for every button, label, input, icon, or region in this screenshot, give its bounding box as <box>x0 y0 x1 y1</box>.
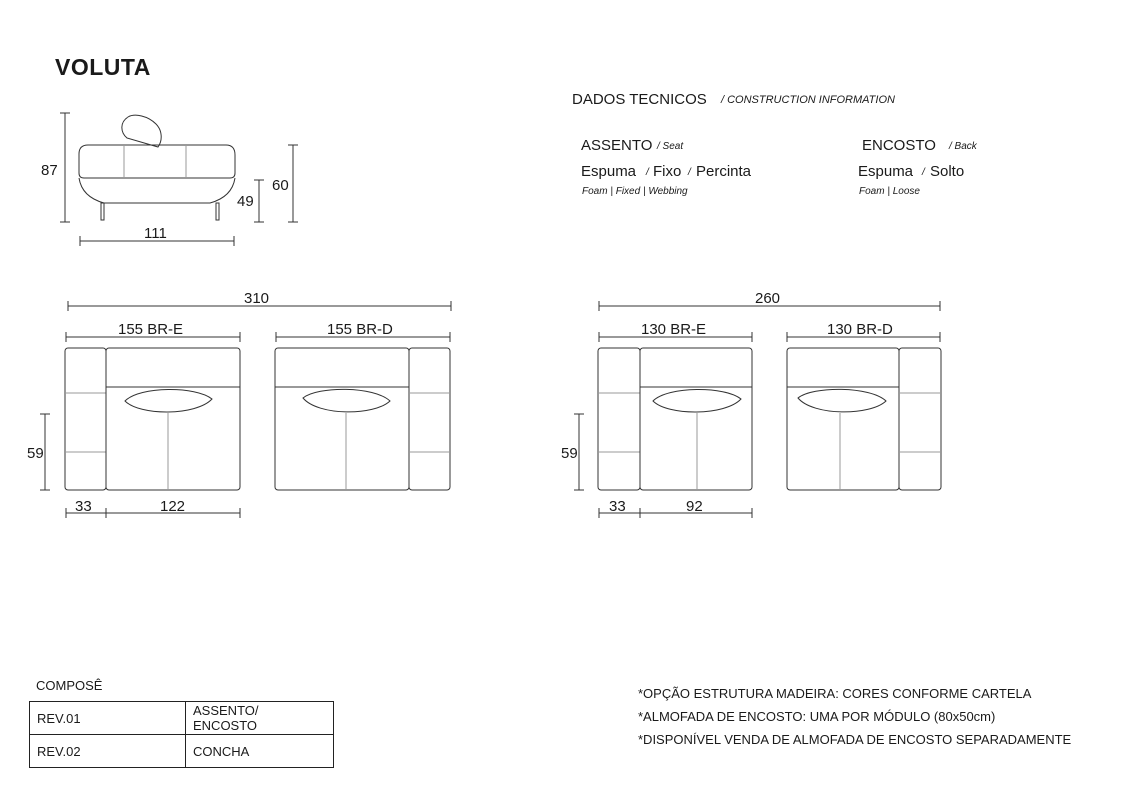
seat-heading: ASSENTO <box>581 137 653 154</box>
seat-base-shape <box>79 178 235 203</box>
module-label-left: 155 BR-E <box>118 321 184 338</box>
tech-heading-en: / CONSTRUCTION INFORMATION <box>721 94 895 106</box>
dim-label-depth: 111 <box>144 225 167 242</box>
back-material-foam: Espuma <box>858 163 914 180</box>
product-title: VOLUTA <box>55 54 151 80</box>
dim-label-depth: 59 <box>27 445 44 462</box>
dim-label-seat: 92 <box>686 498 703 515</box>
table-row <box>30 702 334 735</box>
back-pillow-shape <box>303 389 390 412</box>
seat-material-webbing: Percinta <box>696 163 752 180</box>
tech-heading: DADOS TECNICOS <box>572 91 707 108</box>
seat-material-en-foam: Foam <box>582 186 608 197</box>
dim-label-arm: 33 <box>609 498 626 515</box>
seat-material-en: Foam | Fixed | Webbing <box>582 186 688 197</box>
rev-code: REV.02 <box>30 735 186 768</box>
dim-label-seat: 49 <box>237 193 254 210</box>
separator: / <box>922 167 925 178</box>
back-pillow-shape <box>653 389 741 412</box>
back-heading-en: / Back <box>949 141 977 152</box>
compose-heading: COMPOSÊ <box>36 678 103 693</box>
module-label-right: 155 BR-D <box>327 321 393 338</box>
dim-label-height: 87 <box>41 162 58 179</box>
note-cushion: *ALMOFADA DE ENCOSTO: UMA POR MÓDULO (80x50cm) <box>638 709 996 724</box>
rev-code: REV.01 <box>30 702 186 735</box>
seat-heading-en: / Seat <box>657 141 684 152</box>
seat-material-fixed: Fixo <box>653 163 682 180</box>
back-pillow-shape <box>798 389 886 412</box>
leg-shape <box>216 203 219 220</box>
rev-desc: ASSENTO/ ENCOSTO <box>186 702 334 735</box>
rev-desc: CONCHA <box>186 735 334 768</box>
dim-label-seat: 122 <box>160 498 186 515</box>
table-row <box>30 735 334 768</box>
module-label-left: 130 BR-E <box>641 321 707 338</box>
seat-material-en-webbing: Webbing <box>648 186 688 197</box>
back-material-en: Foam | Loose <box>859 186 920 197</box>
dim-label-total: 260 <box>755 290 781 307</box>
back-heading: ENCOSTO <box>862 137 936 154</box>
back-material-en-loose: Loose <box>892 186 920 197</box>
separator: / <box>688 167 691 178</box>
note-structure: *OPÇÃO ESTRUTURA MADEIRA: CORES CONFORME CARTELA <box>638 686 1032 701</box>
separator: / <box>646 167 649 178</box>
back-pillow-shape <box>125 389 212 412</box>
back-cushion-shape <box>122 115 161 147</box>
dim-label-depth: 59 <box>561 445 578 462</box>
dim-label-arm: 33 <box>75 498 92 515</box>
revision-table <box>29 701 334 768</box>
dim-label-total: 310 <box>244 290 270 307</box>
note-sale: *DISPONÍVEL VENDA DE ALMOFADA DE ENCOSTO SEPARADAMENTE <box>638 732 1072 747</box>
module-label-right: 130 BR-D <box>827 321 893 338</box>
seat-material-foam: Espuma <box>581 163 637 180</box>
leg-shape <box>101 203 104 220</box>
dim-label-arm: 60 <box>272 177 289 194</box>
back-material-en-foam: Foam <box>859 186 885 197</box>
seat-material-en-fixed: Fixed <box>615 186 641 197</box>
seat-body-shape <box>79 145 235 178</box>
side-view <box>60 113 298 246</box>
back-material-loose: Solto <box>930 163 965 180</box>
